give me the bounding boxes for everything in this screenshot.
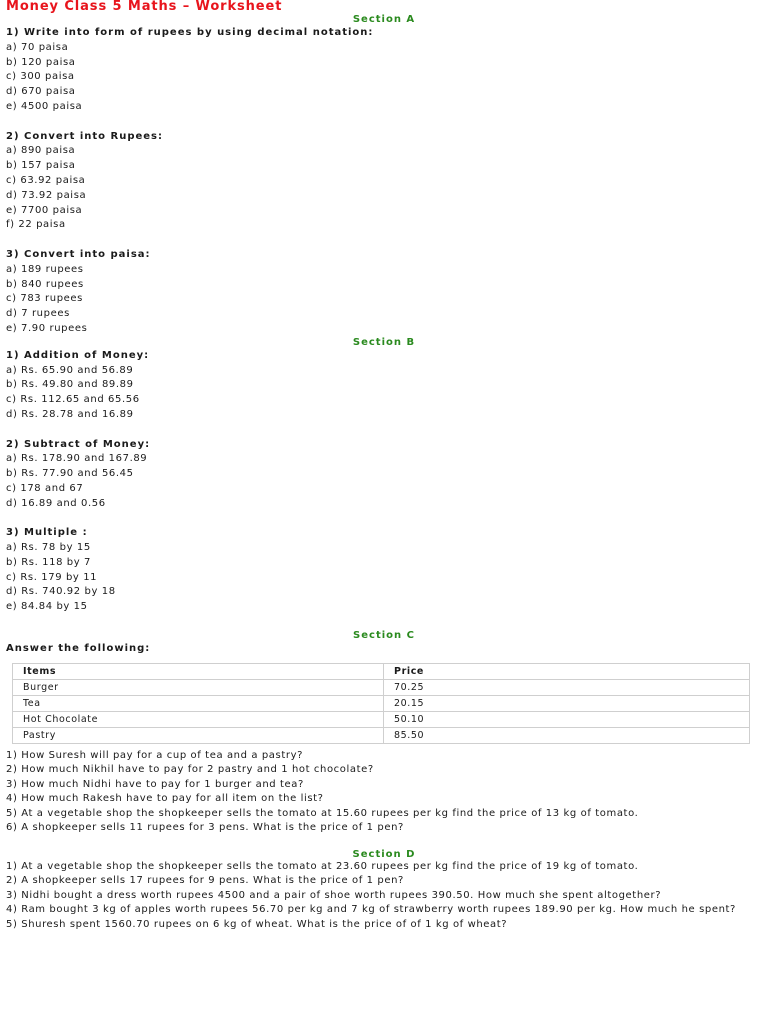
question-text: 3) How much Nidhi have to pay for 1 burger and tea? xyxy=(6,778,304,790)
list-item: d) 670 paisa xyxy=(6,86,76,98)
list-item: b) Rs. 77.90 and 56.45 xyxy=(6,468,134,480)
table-cell-item: Hot Chocolate xyxy=(13,711,384,727)
table-row xyxy=(13,679,750,695)
list-item: b) 120 paisa xyxy=(6,56,76,68)
question-text: 1) How Suresh will pay for a cup of tea and a pastry? xyxy=(6,749,303,761)
list-item: e) 4500 paisa xyxy=(6,100,83,112)
list-item: a) 189 rupees xyxy=(6,263,84,275)
section-c-intro: Answer the following: xyxy=(6,642,151,654)
table-cell-price: 70.25 xyxy=(384,679,750,695)
list-item: b) Rs. 49.80 and 89.89 xyxy=(6,379,134,391)
question-title: 3) Multiple : xyxy=(6,527,88,539)
table-cell-price: 50.10 xyxy=(384,711,750,727)
question-title: 3) Convert into paisa: xyxy=(6,248,151,260)
table-cell-price: 20.15 xyxy=(384,695,750,711)
section-a-heading: Section A xyxy=(352,14,416,25)
list-item: d) Rs. 28.78 and 16.89 xyxy=(6,408,134,420)
question-text: 4) Ram bought 3 kg of apples worth rupees 56.70 per kg and 7 kg of strawberry worth rupees 189.90 per kg. How much he spent? xyxy=(6,904,736,916)
list-item: c) 178 and 67 xyxy=(6,482,84,494)
table-cell-item: Pastry xyxy=(13,727,384,743)
spacer xyxy=(6,837,762,849)
page-title: Money Class 5 Maths – Worksheet xyxy=(6,0,283,14)
question-title: 2) Subtract of Money: xyxy=(6,438,151,450)
table-row xyxy=(13,695,750,711)
question-text: 5) Shuresh spent 1560.70 rupees on 6 kg of wheat. What is the price of of 1 kg of wheat? xyxy=(6,918,508,930)
spacer xyxy=(6,512,762,527)
question-text: 1) At a vegetable shop the shopkeeper sells the tomato at 23.60 rupees per kg find the price of 19 kg of tomato. xyxy=(6,860,639,872)
list-item: d) Rs. 740.92 by 18 xyxy=(6,586,116,598)
table-header-items: Items xyxy=(13,663,384,679)
list-item: a) 70 paisa xyxy=(6,41,69,53)
question-text: 3) Nidhi bought a dress worth rupees 4500 and a pair of shoe worth rupees 390.50. How much she spent altogether? xyxy=(6,889,662,901)
spacer xyxy=(6,233,762,248)
list-item: d) 16.89 and 0.56 xyxy=(6,497,106,509)
question-text: 2) A shopkeeper sells 17 rupees for 9 pens. What is the price of 1 pen? xyxy=(6,875,404,887)
question-title: 1) Write into form of rupees by using decimal notation: xyxy=(6,27,374,38)
list-item: b) Rs. 118 by 7 xyxy=(6,556,92,568)
list-item: d) 73.92 paisa xyxy=(6,189,87,201)
table-cell-item: Burger xyxy=(13,679,384,695)
table-row xyxy=(13,711,750,727)
list-item: c) 300 paisa xyxy=(6,71,75,83)
list-item: c) 63.92 paisa xyxy=(6,174,86,186)
list-item: d) 7 rupees xyxy=(6,308,70,320)
list-item: b) 840 rupees xyxy=(6,278,84,290)
section-d-heading: Section D xyxy=(352,848,416,860)
table-header-price: Price xyxy=(384,663,750,679)
table-header-row xyxy=(13,663,750,679)
section-b-heading: Section B xyxy=(352,336,416,348)
table-cell-price: 85.50 xyxy=(384,727,750,743)
spacer xyxy=(6,615,762,630)
question-title: 1) Addition of Money: xyxy=(6,349,150,361)
list-item: b) 157 paisa xyxy=(6,160,76,172)
question-text: 5) At a vegetable shop the shopkeeper sells the tomato at 15.60 rupees per kg find the price of 13 kg of tomato. xyxy=(6,807,639,819)
list-item: e) 84.84 by 15 xyxy=(6,601,88,613)
price-table xyxy=(12,663,750,744)
list-item: e) 7700 paisa xyxy=(6,204,83,216)
question-text: 2) How much Nikhil have to pay for 2 pastry and 1 hot chocolate? xyxy=(6,764,374,776)
section-c-heading: Section C xyxy=(353,629,415,641)
list-item: c) 783 rupees xyxy=(6,293,83,305)
list-item: c) Rs. 179 by 11 xyxy=(6,571,98,583)
spacer xyxy=(6,115,762,130)
list-item: e) 7.90 rupees xyxy=(6,322,88,334)
list-item: a) Rs. 65.90 and 56.89 xyxy=(6,364,134,376)
list-item: c) Rs. 112.65 and 65.56 xyxy=(6,394,140,406)
list-item: a) Rs. 78 by 15 xyxy=(6,542,91,554)
list-item: a) Rs. 178.90 and 167.89 xyxy=(6,453,148,465)
list-item: f) 22 paisa xyxy=(6,219,66,231)
question-text: 4) How much Rakesh have to pay for all item on the list? xyxy=(6,793,324,805)
question-title: 2) Convert into Rupees: xyxy=(6,130,164,142)
spacer xyxy=(6,423,762,438)
table-row xyxy=(13,727,750,743)
list-item: a) 890 paisa xyxy=(6,145,76,157)
question-text: 6) A shopkeeper sells 11 rupees for 3 pens. What is the price of 1 pen? xyxy=(6,822,404,834)
table-cell-item: Tea xyxy=(13,695,384,711)
